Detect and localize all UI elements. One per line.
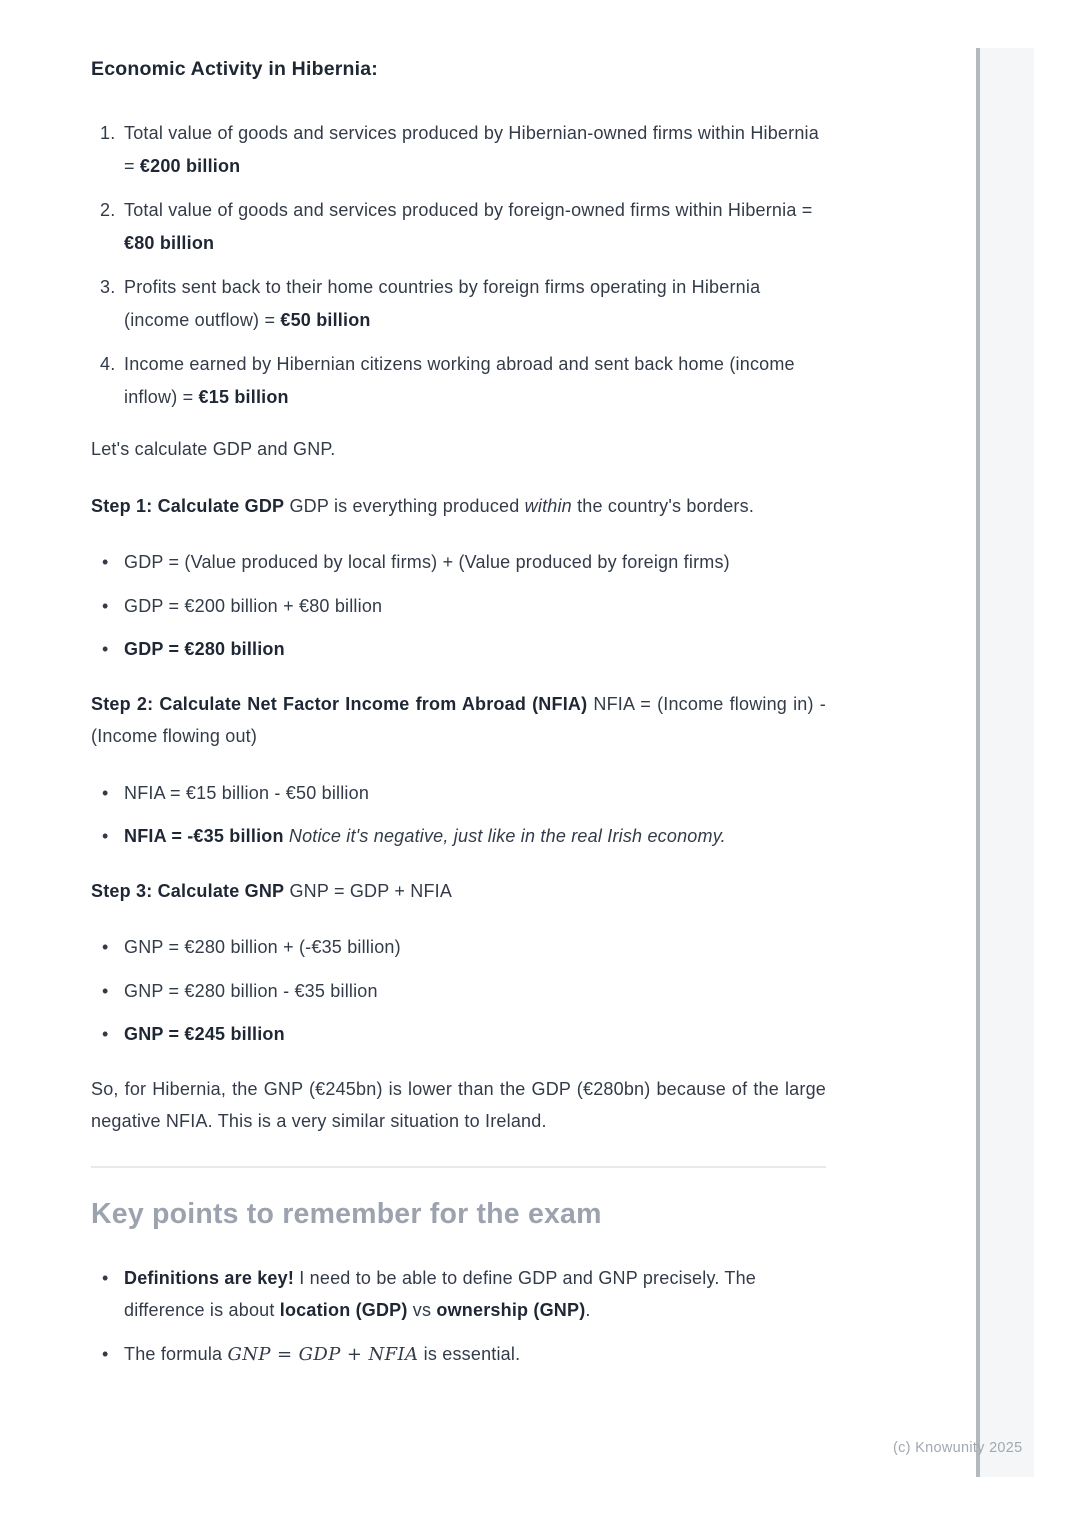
list-item — [91, 777, 826, 810]
list-item — [91, 1338, 826, 1372]
vertical-scrollbar[interactable] — [976, 48, 980, 1477]
key-point-text: is essential. — [418, 1343, 521, 1364]
step3-heading: Step 3: Calculate GNP — [91, 880, 285, 901]
list-item-value: €15 billion — [198, 386, 289, 407]
conclusion-paragraph: So, for Hibernia, the GNP (€245bn) is lower than the GDP (€280bn) because of the large negative NFIA. This is a very similar situation to Ireland. — [91, 1078, 826, 1131]
key-point-text: . — [585, 1300, 591, 1320]
formula-var: NFIA — [368, 1343, 419, 1365]
gdp-bullet-list — [91, 546, 826, 666]
list-item-value: €200 billion — [139, 155, 241, 176]
list-item — [91, 1018, 826, 1051]
nfia-bullet-list — [91, 777, 826, 853]
step1-text: GDP is everything produced — [284, 495, 525, 516]
step3-text: GNP = GDP + NFIA — [284, 880, 453, 901]
list-item — [91, 590, 826, 623]
bullet-text: GNP = €280 billion - €35 billion — [124, 980, 378, 1001]
list-item-text: Profits sent back to their home countries by foreign firms operating in Hibernia (income outflow) = — [124, 277, 761, 330]
step2-paragraph — [91, 688, 826, 753]
copyright-footer: (c) Knowunity 2025 — [893, 1440, 1023, 1456]
formula-var: GDP — [298, 1343, 341, 1365]
formula-var: GNP — [227, 1343, 271, 1365]
list-item — [91, 1262, 826, 1327]
step2-heading: Step 2: Calculate Net Factor Income from Abroad (NFIA) — [91, 693, 588, 714]
list-item — [91, 194, 826, 259]
bullet-text: GDP = (Value produced by local firms) + (Value produced by foreign firms) — [124, 552, 730, 572]
list-item — [91, 931, 826, 964]
list-item-value: €50 billion — [280, 309, 371, 330]
bullet-result: GNP = €245 billion — [124, 1024, 285, 1044]
list-item-text: Total value of goods and services produced by Hibernian-owned firms within Hibernia = — [124, 123, 819, 176]
list-item — [91, 820, 826, 853]
section-divider — [91, 1166, 826, 1168]
step1-heading: Step 1: Calculate GDP — [91, 495, 285, 516]
key-point-text: The formula — [124, 1343, 228, 1364]
next-page-edge — [980, 48, 1034, 1477]
formula-operator: = — [270, 1343, 299, 1365]
gnp-bullet-list — [91, 931, 826, 1051]
step3-paragraph — [91, 875, 826, 908]
bullet-note: Notice it's negative, just like in the real Irish economy. — [283, 826, 726, 846]
bullet-result: NFIA = -€35 billion — [124, 826, 284, 846]
bullet-text: GNP = €280 billion + (-€35 billion) — [124, 937, 401, 957]
list-item — [91, 975, 826, 1008]
formula-operator: + — [340, 1343, 369, 1365]
list-item-value: €80 billion — [124, 232, 215, 253]
list-item — [91, 546, 826, 579]
list-item — [91, 633, 826, 666]
page-title: Economic Activity in Hibernia: — [91, 58, 378, 80]
bullet-text: GDP = €200 billion + €80 billion — [124, 595, 383, 616]
formula — [227, 1344, 418, 1365]
step1-paragraph — [91, 490, 826, 523]
list-item — [91, 348, 826, 413]
key-points-heading: Key points to remember for the exam — [91, 1197, 602, 1230]
bullet-text: NFIA = €15 billion - €50 billion — [124, 782, 370, 803]
key-point-text: I need to be able to define GDP and GNP precisely. The difference is about — [124, 1267, 757, 1320]
list-item-text: Total value of goods and services produced by foreign-owned firms within Hibernia = — [124, 200, 813, 220]
key-point-term: ownership (GNP) — [436, 1300, 586, 1320]
key-point-text: vs — [407, 1300, 437, 1320]
step1-emphasis: within — [524, 495, 572, 516]
document-page — [91, 58, 826, 1393]
bullet-result: GDP = €280 billion — [124, 639, 285, 659]
key-point-term: location (GDP) — [279, 1300, 408, 1320]
step2-text: NFIA = (Income flowing in) - (Income flowing out) — [91, 693, 826, 746]
intro-paragraph: Let's calculate GDP and GNP. — [91, 439, 336, 459]
list-item — [91, 271, 826, 336]
step1-text-end: the country's borders. — [571, 495, 755, 516]
numbered-list — [91, 117, 826, 413]
list-item — [91, 117, 826, 182]
key-points-list — [91, 1262, 826, 1372]
key-point-lead: Definitions are key! — [124, 1267, 295, 1288]
list-item-text: Income earned by Hibernian citizens working abroad and sent back home (income inflow) = — [124, 354, 795, 407]
